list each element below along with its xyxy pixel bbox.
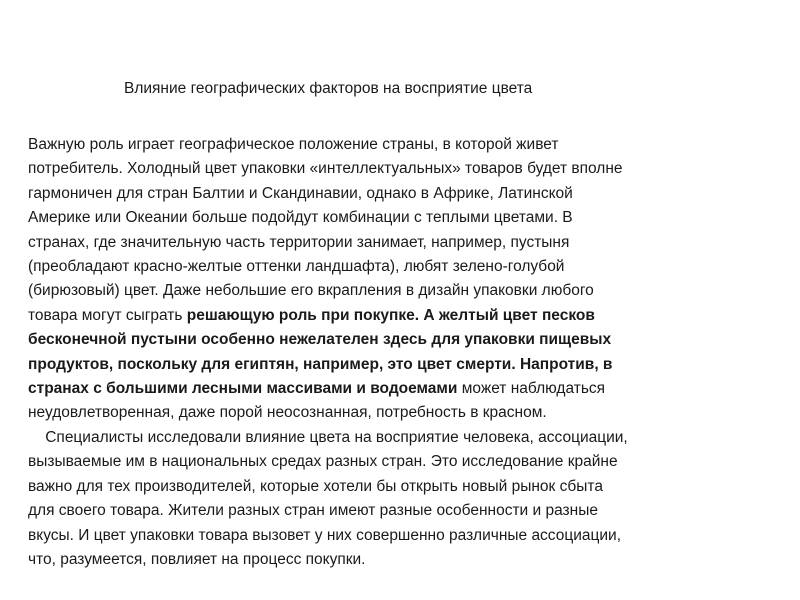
text-line: [28, 157, 780, 181]
document-body: [28, 133, 780, 572]
text-line: [28, 524, 780, 548]
bold-text-run: странах с большими лесными массивами и водоемами: [28, 380, 458, 398]
text-run: (бирюзовый) цвет. Даже небольшие его вкрапления в дизайн упаковки любого: [28, 282, 594, 300]
text-run: товара могут сыграть: [28, 306, 187, 324]
text-run: вкусы. И цвет упаковки товара вызовет у них совершенно различные ассоциации,: [28, 526, 622, 544]
text-line: [28, 475, 780, 499]
text-line: [28, 255, 780, 279]
document-title: Влияние географических факторов на восприятие цвета: [124, 80, 533, 97]
text-line: [28, 328, 780, 352]
text-line: [28, 133, 780, 157]
text-line: [28, 353, 780, 377]
text-run: Важную роль играет географическое положение страны, в которой живет: [28, 136, 559, 153]
text-line: [28, 231, 780, 255]
text-run: неудовлетворенная, даже порой неосознанная, потребность в красном.: [28, 404, 547, 422]
text-line: [28, 279, 780, 303]
text-run: гармоничен для стран Балтии и Скандинавии, однако в Африке, Латинской: [28, 184, 573, 202]
text-run: (преобладают красно-желтые оттенки ландшафта), любят зелено-голубой: [28, 258, 565, 276]
text-run: потребитель. Холодный цвет упаковки «интеллектуальных» товаров будет вполне: [28, 160, 623, 178]
text-run: странах, где значительную часть территории занимает, например, пустыня: [28, 233, 570, 251]
text-line: [28, 401, 780, 425]
bold-text-run: бесконечной пустыни особенно нежелателен здесь для упаковки пищевых: [28, 331, 612, 349]
text-line: [28, 548, 780, 572]
text-line: [28, 426, 780, 450]
text-run: вызываемые им в национальных средах разных стран. Это исследование крайне: [28, 453, 618, 471]
text-run: для своего товара. Жители разных стран имеют разные особенности и разные: [28, 502, 598, 520]
text-line: [28, 304, 780, 328]
text-run: что, разумеется, повлияет на процесс покупки.: [28, 550, 366, 568]
text-line: [28, 450, 780, 474]
text-line: [28, 206, 780, 230]
bold-text-run: решающую роль при покупке. А желтый цвет песков: [186, 306, 595, 324]
text-line: [28, 182, 780, 206]
text-run: важно для тех производителей, которые хотели бы открыть новый рынок сбыта: [28, 477, 603, 495]
text-run: может наблюдаться: [457, 380, 606, 398]
text-line: [28, 499, 780, 523]
text-run: Америке или Океании больше подойдут комбинации с теплыми цветами. В: [28, 209, 573, 227]
text-run: Специалисты исследовали влияние цвета на восприятие человека, ассоциации,: [28, 428, 628, 446]
bold-text-run: продуктов, поскольку для египтян, например, это цвет смерти. Напротив, в: [28, 355, 613, 373]
text-line: [28, 377, 780, 401]
